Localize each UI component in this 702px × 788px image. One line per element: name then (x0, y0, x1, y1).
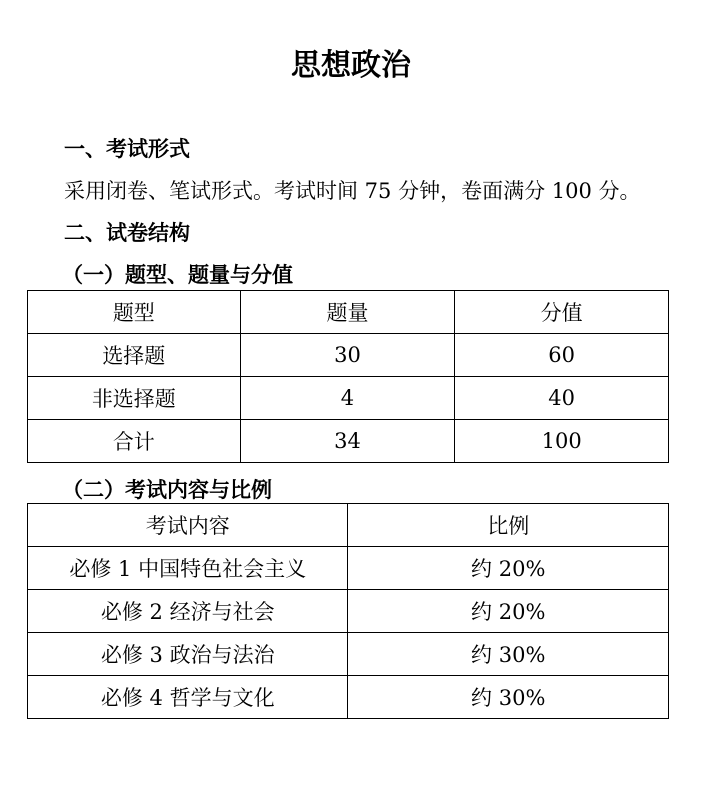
table-cell: 必修 4 哲学与文化 (28, 676, 348, 719)
table-cell: 40 (455, 377, 669, 420)
table-row (28, 334, 669, 377)
table-header-row (28, 504, 669, 547)
section-heading-exam-format: 一、考试形式 (64, 137, 190, 161)
table-cell: 合计 (28, 420, 241, 463)
table-cell: 约 30% (348, 676, 669, 719)
table-row (28, 377, 669, 420)
table-cell: 4 (240, 377, 455, 420)
header-cell: 分值 (455, 291, 669, 334)
table-cell: 约 20% (348, 590, 669, 633)
subheading-content-proportion: （二）考试内容与比例 (62, 478, 272, 502)
table-cell: 60 (455, 334, 669, 377)
table-row (28, 420, 669, 463)
table-cell: 约 30% (348, 633, 669, 676)
table-cell: 选择题 (28, 334, 241, 377)
table-cell: 约 20% (348, 547, 669, 590)
subheading-question-types: （一）题型、题量与分值 (62, 263, 293, 287)
page-title: 思想政治 (291, 48, 411, 83)
header-cell: 比例 (348, 504, 669, 547)
table-row (28, 676, 669, 719)
section-heading-paper-structure: 二、试卷结构 (64, 221, 190, 245)
table-row (28, 590, 669, 633)
table-cell: 必修 2 经济与社会 (28, 590, 348, 633)
table-row (28, 633, 669, 676)
table-row (28, 547, 669, 590)
header-cell: 题型 (28, 291, 241, 334)
table-cell: 30 (240, 334, 455, 377)
table-cell: 非选择题 (28, 377, 241, 420)
table-cell: 100 (455, 420, 669, 463)
table-header-row (28, 291, 669, 334)
content-proportion-table (27, 503, 669, 719)
table-cell: 必修 3 政治与法治 (28, 633, 348, 676)
exam-format-text: 采用闭卷、笔试形式。考试时间 75 分钟，卷面满分 100 分。 (64, 179, 641, 203)
question-types-table (27, 290, 669, 463)
header-cell: 考试内容 (28, 504, 348, 547)
table-cell: 34 (240, 420, 455, 463)
header-cell: 题量 (240, 291, 455, 334)
table-cell: 必修 1 中国特色社会主义 (28, 547, 348, 590)
